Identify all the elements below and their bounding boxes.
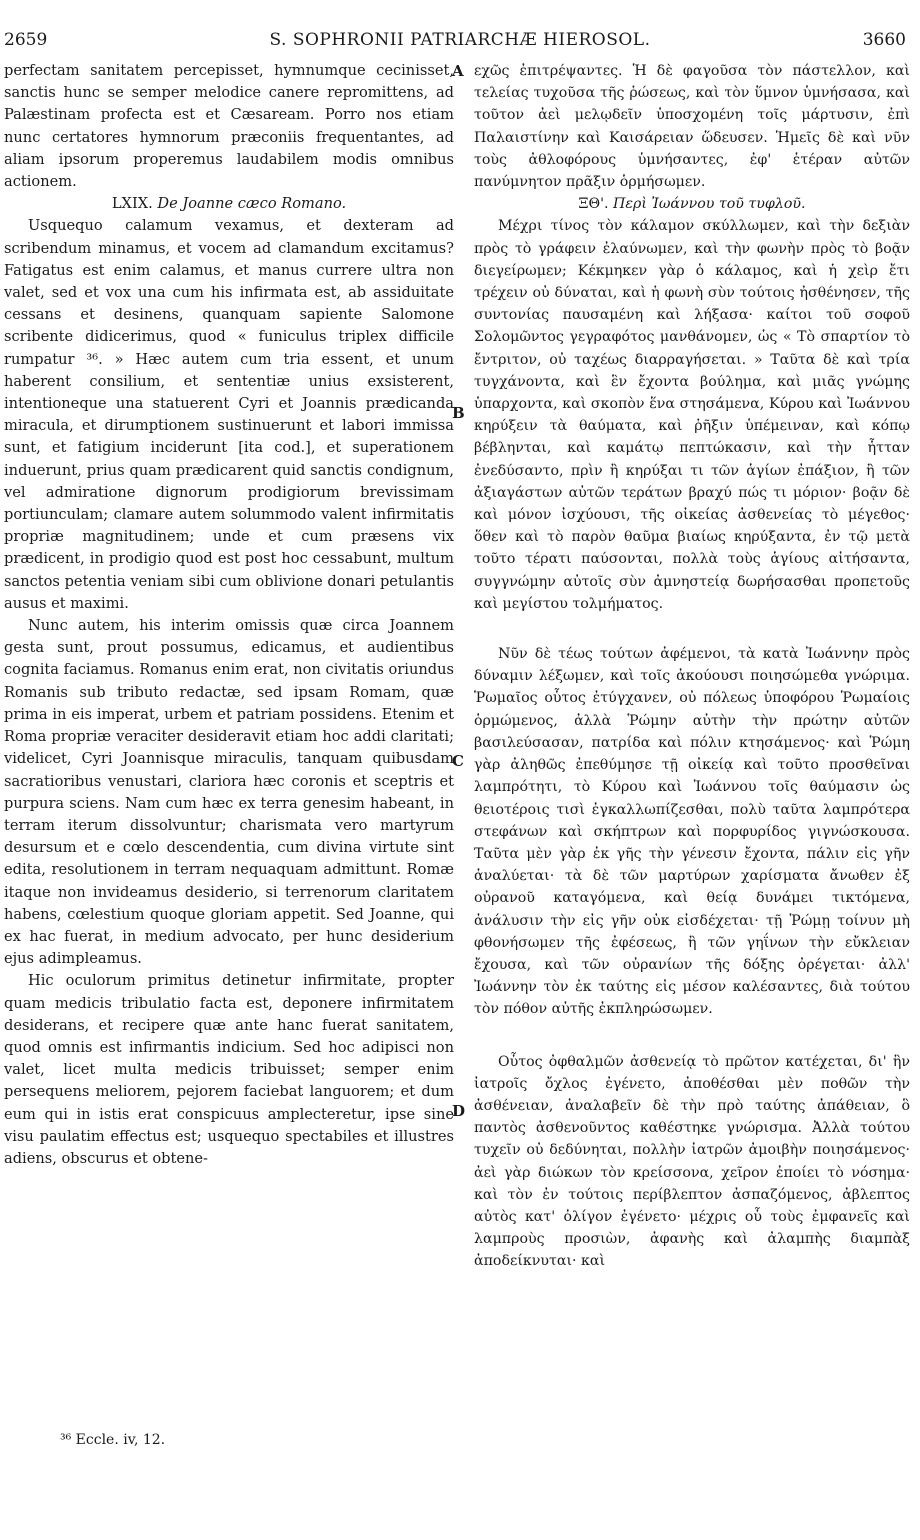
latin-column (4, 60, 454, 1170)
latin-paragraph-2: Usquequo calamum vexamus, et dexteram ad scribendum minamus, et vocem ad clamandum excitamus? Fatigatus est enim calamus, et manus currere ultra non valet, sed et vox una cum his infirmata est, ab assiduitate cessans et desinens, quanquam sapiente Salomone scribente didicerimus, quod « funiculus triplex difficile rumpatur ³⁶. » Hæc autem cum tria essent, et unum haberent consilium, et sententiæ unius exsisterent, intentioneque una statuerent Cyri et Joannis prædicanda miracula, et dirumptionem sustinuerunt et labori immissa sunt, et fatigium inciderunt [ita cod.], et superationem induerunt, prius quam prædicarent quid sanctis condignum, vel admiratione dignorum prodigiorum brevissimam portiunculam; clamare autem solummodo valent infirmitatis propriæ magnitudinem; unde et cum præsens vix prædicent, in prodigio quod est post hoc cessabunt, multum sanctos petentia veniam sibi cum oblivione donari petulantis ausus et maximi. (4, 217, 454, 612)
latin-chapter-title: De Joanne cæco Romano. (157, 195, 347, 213)
latin-paragraph-3: Nunc autem, his interim omissis quæ circa Joannem gesta sunt, prout possumus, edicamus, et audientibus cognita faciamus. Romanus enim erat, non civitatis oriundus Romanis sub tributo redactæ, sed ipsam Romam, quæ prima in eis imperat, urbem et patriam possidens. Etenim et Roma propriæ veraciter desideravit etiam hoc addi claritati; videlicet, Cyri Joannisque miraculis, tanquam quibusdam sacratioribus venustari, clariora hæc coronis et sceptris et purpura sciens. Nam cum hæc ex terra genesim habeant, in terram iterum dissolvuntur; charismata vero martyrum desursum et e cœlo descendentia, cum divina virtute sint edita, resolutionem in terram nequaquam admittunt. Romæ itaque non invideamus desiderio, si terrenorum claritatem habens, cœlestium quoque gloriam appetit. Sed Joanne, qui ex hac fuerat, in medium advocato, per hunc desiderium ejus adimpleamus. (4, 617, 454, 968)
page-number-left: 2659 (4, 30, 48, 50)
latin-chapter-heading (4, 193, 454, 215)
margin-marker-a: A (452, 62, 464, 80)
greek-paragraph-1: εχῶς ἐπιτρέψαντες. Ἡ δὲ φαγοῦσα τὸν πάστελλον, καὶ τελείας τυχοῦσα τῆς ῥώσεως, καὶ τὸν ὕμνον ὑμνήσασα, καὶ τοῦτον ἀεὶ μελῳδεῖν ὑποσχομένη τοῖς μάρτυσιν, ἐπὶ Παλαιστίνην καὶ Καισάρειαν ὥδευσεν. Ἡμεῖς δὲ καὶ νῦν τοὺς ἀθλοφόρους ὑμνήσαντες, ἐφ' ἑτέραν αὐτῶν πανύμνητον πρᾶξιν ὁρμήσωμεν. (474, 63, 910, 191)
greek-chapter-title: Περὶ Ἰωάννου τοῦ τυφλοῦ. (613, 196, 806, 213)
greek-chapter-heading (474, 193, 910, 215)
margin-marker-b: B (452, 404, 465, 422)
greek-paragraph-2: Μέχρι τίνος τὸν κάλαμον σκύλλωμεν, καὶ τὴν δεξιὰν πρὸς τὸ γράφειν ἐλαύνωμεν, καὶ τὴν φωνὴν πρὸς τὸ βοᾷν διεγείρωμεν; Κέκμηκεν γὰρ ὁ κάλαμος, καὶ ἡ χεὶρ ἔτι τρέχειν οὐ δύναται, καὶ ἡ φωνὴ σὺν τούτοις ἠσθένησεν, τῆς συντονίας παυσαμένη καὶ λήξασα· καίτοι τοῦ σοφοῦ Σολομῶντος γεγραφότος μανθάνομεν, ὡς « Τὸ σπαρτίον τὸ ἔντριτον, οὐ ταχέως διαρραγήσεται. » Ταῦτα δὲ καὶ τρία τυγχάνοντα, καὶ ἓν ἔχοντα βούλημα, καὶ μιᾶς γνώμης ὑπαρχοντα, καὶ σκοπὸν ἕνα στησάμενα, Κύρου καὶ Ἰωάννου κηρύξειν τὰ θαύματα, καὶ ῥῆξιν ὑπέμειναν, καὶ κόπῳ βέβληνται, καὶ καμάτῳ πεπτώκασιν, καὶ τὴν ἧτταν ἐνεδύσαντο, πρὶν ἢ κηρύξαι τι τῶν ἁγίων ἐπάξιον, ἢ τῶν ἀξιαγάστων αὐτῶν τεράτων βραχύ πώς τι μόριον· βοᾷν δὲ καὶ μόνον ἰσχύουσι, τῆς οἰκείας ἀσθενείας τὸ μέγεθος· ὅθεν καὶ τὸ παρὸν θαῦμα βιαίως κηρύξαντα, ἐν τῷ μετὰ τοῦτο τέρατι παύσονται, πολλὰ τοὺς ἁγίους αἰτήσαντα, συγγνώμην αὐτοῖς σὺν ἀμνηστείᾳ δωρήσασθαι προπετοῦς καὶ μεγίστου τολμήματος. (474, 218, 910, 612)
latin-paragraph-1: perfectam sanitatem percepisset, hymnumque cecinisset, sanctis hunc se semper melodice canere repromittens, ad Palæstinam profecta est et Cæsaream. Porro nos etiam nunc certatores hymnorum præconiis frequentantes, ad aliam ipsorum properemus laudabilem modis omnibus actionem. (4, 62, 454, 191)
greek-column (474, 60, 910, 1273)
margin-marker-d: D (452, 1102, 466, 1120)
margin-marker-c: C (452, 752, 464, 770)
greek-paragraph-3: Νῦν δὲ τέως τούτων ἀφέμενοι, τὰ κατὰ Ἰωάννην πρὸς δύναμιν λέξωμεν, καὶ τοῖς ἀκούουσι ποιησώμεθα γνώριμα. Ῥωμαῖος οὗτος ἐτύγχανεν, οὐ πόλεως ὑποφόρου Ῥωμαίοις ὁρμώμενος, ἀλλὰ Ῥώμην αὐτὴν τὴν πρώτην αὐτῶν βασιλεύσασαν, πατρίδα καὶ πόλιν κτησάμενος· καὶ Ῥώμη γὰρ ἀληθῶς ἐπεθύμησε τῇ οἰκείᾳ καὶ τοῦτο προσθεῖναι λαμπρότητι, τὸ Κύρου καὶ Ἰωάννου τοῖς θαύμασιν ὡς θειοτέροις τισὶ ἐγκαλλωπίζεσθαι, πολὺ ταῦτα λαμπρότερα στεφάνων καὶ σκήπτρων καὶ πορφυρίδος γιγνώσκουσα. Ταῦτα μὲν γὰρ ἐκ γῆς τὴν γένεσιν ἔχοντα, πάλιν εἰς γῆν ἀναλύεται· τὰ δὲ τῶν μαρτύρων χαρίσματα ἄνωθεν ἐξ οὐρανοῦ καταγόμενα, καὶ θείᾳ δυνάμει τικτόμενα, ἀνάλυσιν τὴν εἰς γῆν οὐκ εἰσδέχεται· τῇ Ῥώμῃ τοίνυν μὴ φθονήσωμεν τῆς ἐφέσεως, ἢ τῶν γηΐνων τὴν εὔκλειαν ἔχουσα, καὶ τῶν οὐρανίων τῆς δόξης ὀρέγεται· ἀλλ' Ἰωάννην τὸν ἐκ ταύτης εἰς μέσον καλέσαντες, διὰ τούτου τὸν πόθον αὐτῆς ἐκπληρώσωμεν. (474, 646, 910, 1018)
greek-chapter-number: ΞΘ'. (578, 196, 609, 213)
page-number-right: 3660 (862, 30, 906, 50)
running-title: S. SOPHRONII PATRIARCHÆ HIEROSOL. (269, 30, 651, 50)
page-header (0, 30, 920, 56)
latin-chapter-number: LXIX. (111, 195, 153, 213)
footnote: ³⁶ Eccle. iv, 12. (60, 1432, 166, 1448)
greek-paragraph-4: Οὗτος ὀφθαλμῶν ἀσθενείᾳ τὸ πρῶτον κατέχεται, δι' ἣν ἰατροῖς ὄχλος ἐγένετο, ἀποθέσθαι μὲν ποθῶν τὴν ἀσθένειαν, ἀναλαβεῖν δὲ τὴν πρὸ ταύτης ἀπάθειαν, ὃ παντὸς ἀσθενοῦντος καθέστηκε γνώρισμα. Ἀλλὰ τούτου τυχεῖν οὐ δεδύνηται, πολλὴν ἰατρῶν ἀμοιβὴν ποιησάμενος· ἀεὶ γὰρ διώκων τὸν κρείσσονα, χεῖρον ἐποίει τὸ νόσημα· καὶ τὸν ἐν τούτοις περίβλεπτον ἀσπαζόμενος, ἀβλεπτος αὐτὸς κατ' ὀλίγον ἐγένετο· μέχρις οὗ τοὺς ἐμφανεῖς καὶ λαμπροὺς προσιὼν, ἀφανὴς καὶ ἀλαμπὴς διαμπὰξ ἀποδείκνυται· καὶ (474, 1053, 910, 1270)
latin-paragraph-4: Hic oculorum primitus detinetur infirmitate, propter quam medicis tribulatio facta est, deponere infirmitatem desiderans, et recipere quæ ante hanc fuerat sanitatem, quod omnis est infirmantis indicium. Sed hoc adipisci non valet, licet multa medicis tribuisset; semper enim persequens meliorem, pejorem faciebat languorem; et dum eum qui in istis erat conspicuus amplecteretur, ipse sine visu paulatim effectus est; usquequo spectabiles et illustres adiens, obscurus et obtene- (4, 972, 454, 1167)
